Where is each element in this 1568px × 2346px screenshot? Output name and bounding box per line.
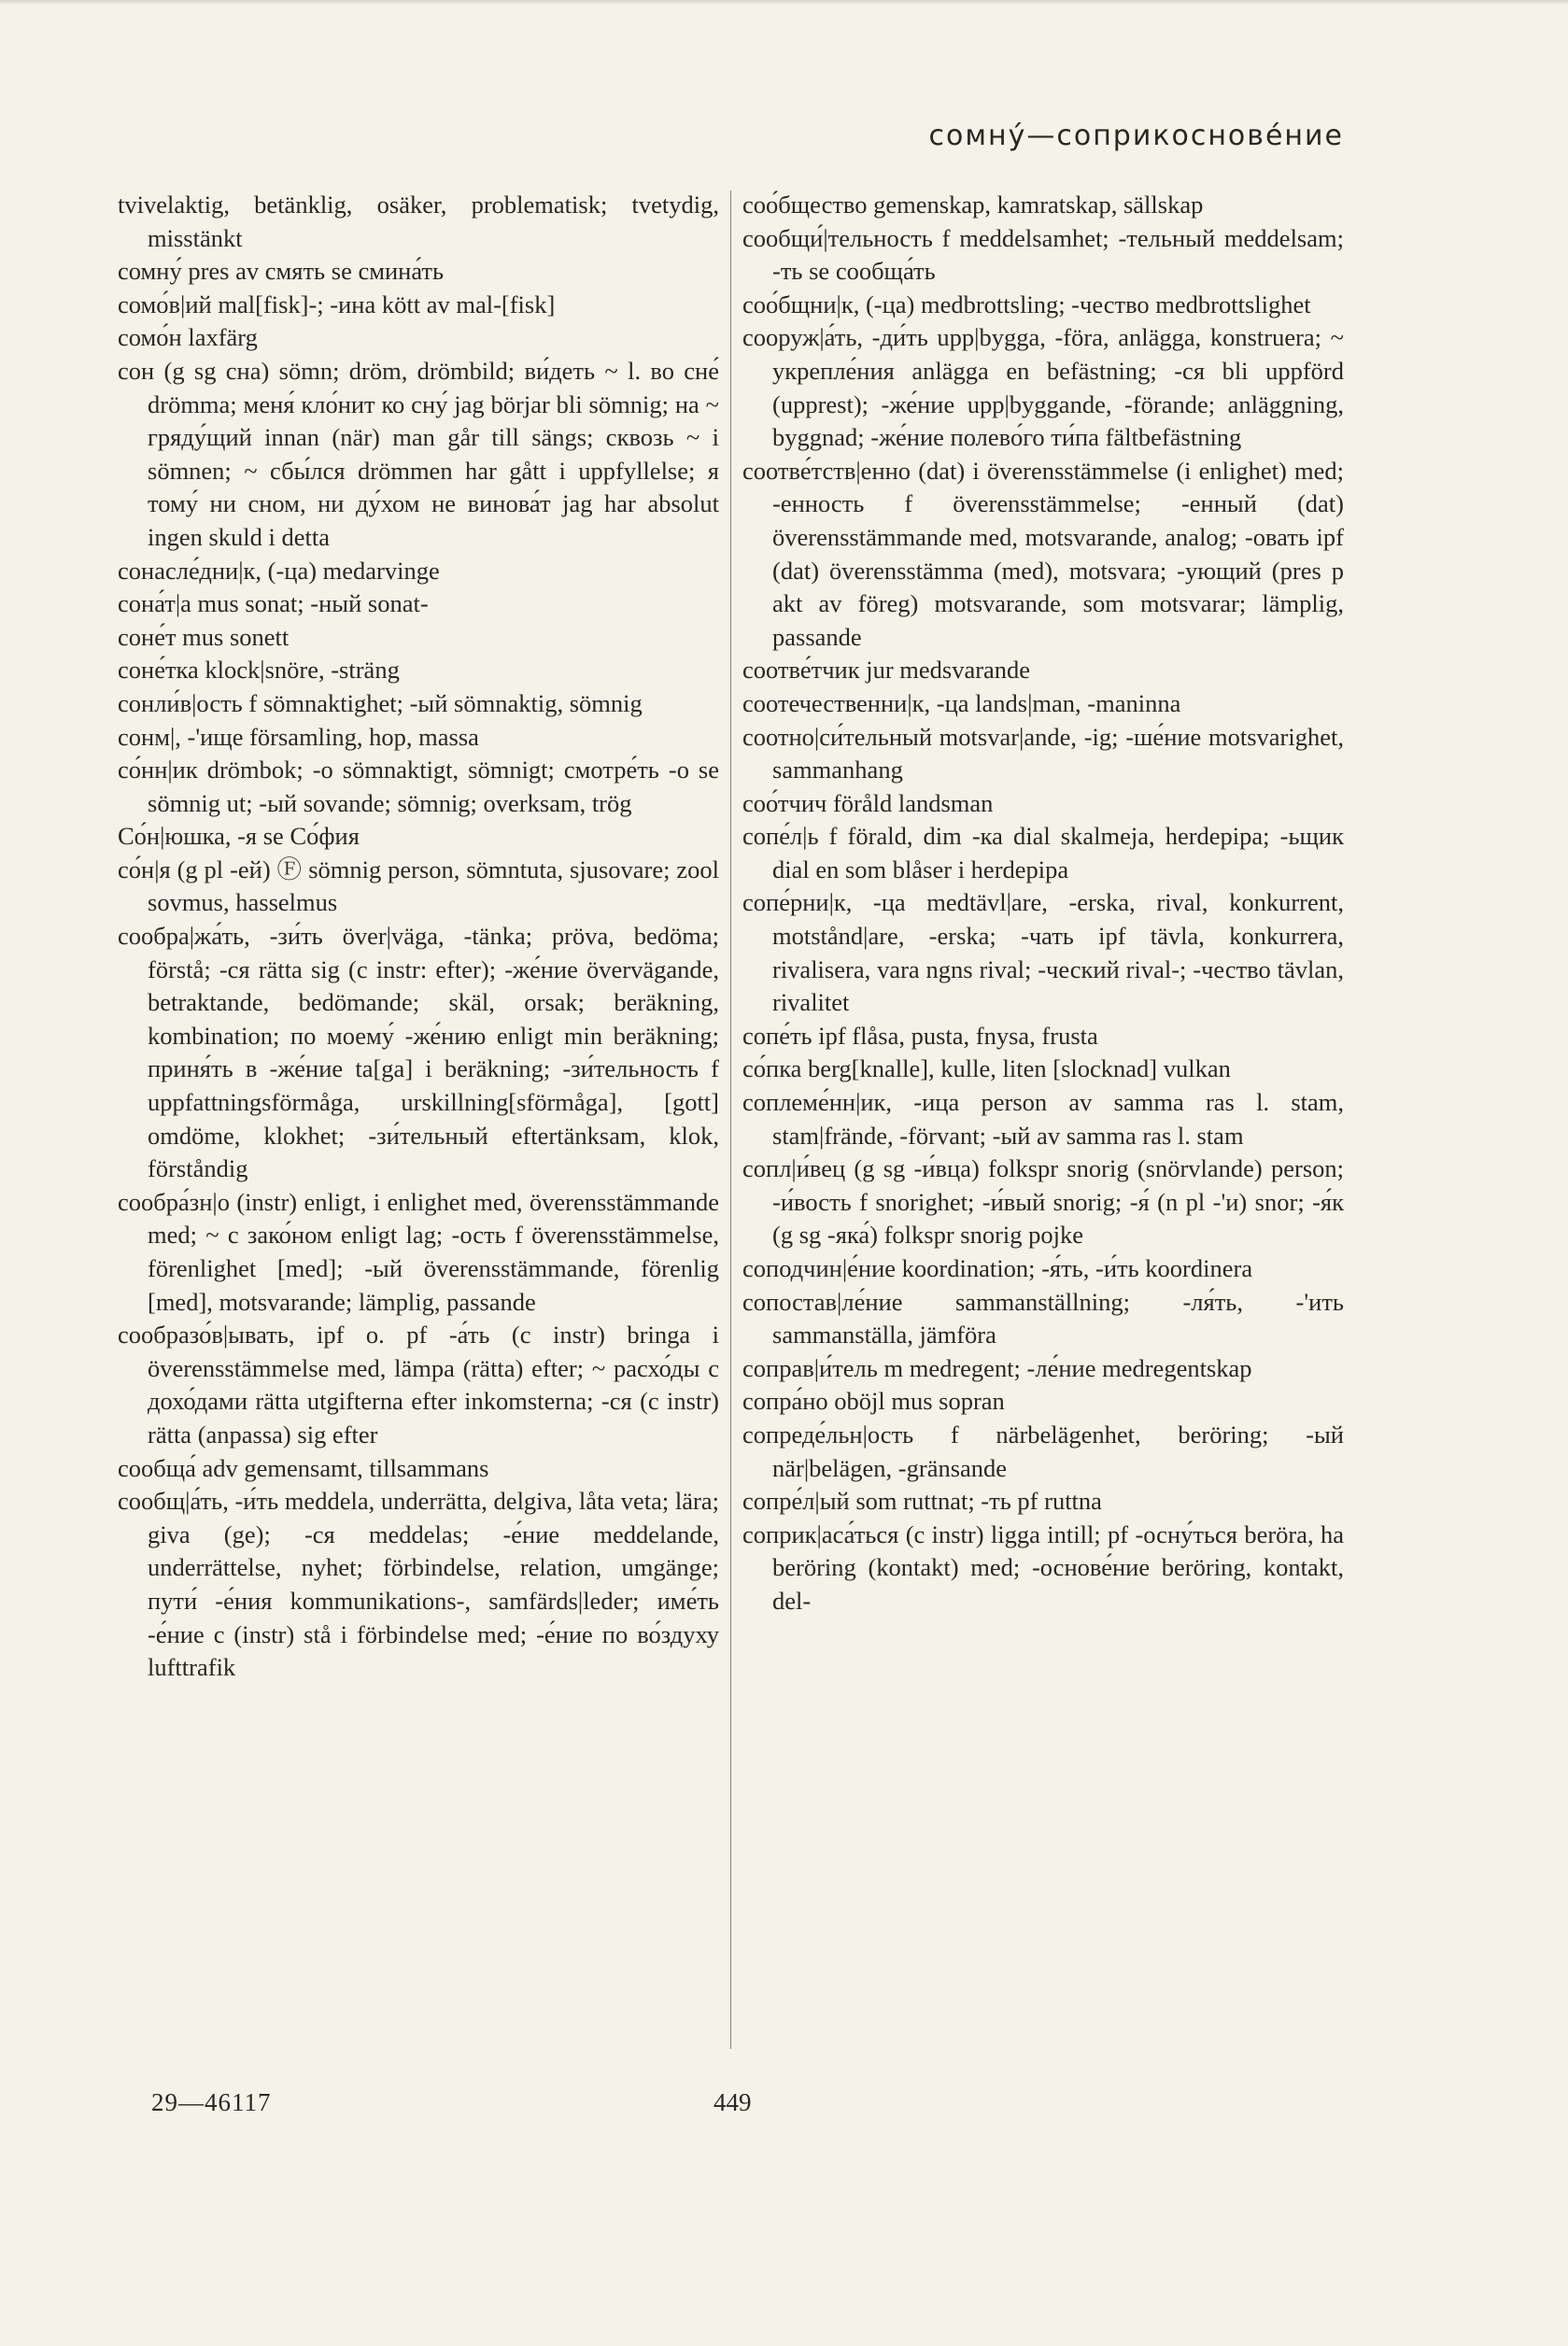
- dictionary-entry: сообра|жа́ть, -зи́ть över|väga, -tänka; pröva, bedöma; förstå; -ся rätta sig (c instr: efter); -же́ние övervägande, betraktande, bedömande; skäl, orsak; beräkning, kombination; по моему́ -же́нию enligt min beräkning; приня́ть в -же́ние ta[ga] i beräkning; -зи́тельность f uppfattningsförmåga, urskillning[sförmåga], [gott] omdöme, klokhet; -зи́тельный eftertänksam, klok, förståndig: [118, 922, 719, 1183]
- printer-signature: 29—46117: [151, 2088, 272, 2116]
- dictionary-entry: соплеме́нн|ик, -ица person av samma ras l. stam, stam|frände, -förvant; -ый av samma ras l. stam: [742, 1088, 1344, 1150]
- dictionary-entry: сомо́в|ий mal[fisk]-; -ина kött av mal-[fisk]: [118, 290, 556, 318]
- dictionary-entry: сопе́ть ipf flåsa, pusta, fnysa, frusta: [742, 1021, 1098, 1050]
- page-top-edge: [0, 0, 1568, 5]
- dictionary-entry: соо́бщество gemenskap, kamratskap, sällskap: [742, 191, 1204, 219]
- dictionary-entry: соподчин|е́ние koordination; -я́ть, -и́ть koordinera: [742, 1254, 1253, 1282]
- dictionary-entry: Со́н|юшка, -я se Со́фия: [118, 822, 360, 851]
- column-divider: [730, 191, 731, 2049]
- dictionary-entry: сообра́зн|о (instr) enligt, i enlighet med, överensstämmande med; ~ с зако́ном enligt lag; -ость f överensstämmelse, förenlighet [med]; -ый överensstämmande, förenlig [med], motsvarande; lämplig, passande: [118, 1187, 719, 1316]
- dictionary-entry: tvivelaktig, betänklig, osäker, problematisk; tvetydig, misstänkt: [118, 191, 719, 252]
- dictionary-entry: сомну́ pres av смять se смина́ть: [118, 257, 445, 286]
- dictionary-entry: сонасле́дни|к, (-ца) medarvinge: [118, 556, 440, 585]
- page-number: 449: [713, 2088, 752, 2116]
- dictionary-entry: сопл|и́вец (g sg -и́вца) folkspr snorig (snörvlande) person; -и́вость f snorighet; -и́вый snorig; -я́ (n pl -'и) snor; -я́к (g sg -яка́) folkspr snorig pojke: [742, 1154, 1344, 1250]
- dictionary-entry: соправ|и́тель m medregent; -ле́ние medregentskap: [742, 1353, 1252, 1382]
- dictionary-entry: соотве́тчик jur medsvarande: [742, 656, 1031, 685]
- dictionary-entry: сонли́в|ость f sömnaktighet; -ый sömnaktig, sömnig: [118, 688, 643, 717]
- dictionary-entry: соприк|аса́ться (c instr) ligga intill; pf -осну́ться beröra, ha beröring (kontakt) med; -основе́ние beröring, kontakt, del-: [742, 1519, 1344, 1615]
- dictionary-entry: сопе́рни|к, -ца medtävl|are, -erska, rival, konkurrent, motstånd|are, -erska; -чать ipf tävla, konkurrera, rivalisera, vara ngns rival; -ческий rival-; -чество tävlan, rivalitet: [742, 888, 1344, 1017]
- dictionary-entry: соо́тчич föråld landsman: [742, 788, 994, 817]
- dictionary-entry: со́н|я (g pl -ей) Ⓕ sömnig person, sömntuta, sjusovare; zool sovmus, hasselmus: [118, 855, 719, 917]
- dictionary-entry: сопе́л|ь f förald, dim -ка dial skalmeja, herdepipa; -ьщик dial en som blåser i herdepipa: [742, 822, 1344, 883]
- dictionary-entry: сопостав|ле́ние sammanställning; -ля́ть, -'ить sammanställa, jämföra: [742, 1287, 1344, 1350]
- dictionary-entry: сообщи́|тельность f meddelsamhet; -тельный meddelsam; -ть se сообща́ть: [742, 223, 1344, 286]
- dictionary-entry: сопра́но oböjl mus sopran: [742, 1387, 1005, 1416]
- dictionary-entry: сопреде́льн|ость f närbelägenhet, beröring; -ый när|belägen, -gränsande: [742, 1420, 1344, 1482]
- dictionary-entry: сомо́н laxfärg: [118, 323, 258, 352]
- dictionary-entry: со́нн|ик drömbok; -о sömnaktigt, sömnigt; смотре́ть -о se sömnig ut; -ый sovande; sömnig; overksam, trög: [118, 756, 719, 817]
- dictionary-entry: со́пка berg[knalle], kulle, liten [slocknad] vulkan: [742, 1054, 1231, 1083]
- dictionary-entry: сообща́ adv gemensamt, tillsammans: [118, 1453, 489, 1482]
- dictionary-entry: соотечественни|к, -ца lands|man, -maninna: [742, 688, 1181, 717]
- dictionary-entry: соне́т mus sonett: [118, 622, 290, 651]
- right-column: [742, 189, 1344, 1618]
- dictionary-entry: сон (g sg сна) sömn; dröm, drömbild; ви́деть ~ l. во сне́ drömma; меня́ кло́нит ко сну́ jag börjar bli sömnig; на ~ гряду́щий innan (när) man går till sängs; сквозь ~ i sömnen; ~ сбы́лся drömmen har gått i uppfyllelse; я тому́ ни сном, ни ду́хом не винова́т jag har absolut ingen skuld i detta: [118, 356, 719, 551]
- dictionary-entry: сопре́л|ый som ruttnat; -ть pf ruttna: [742, 1487, 1102, 1516]
- dictionary-entry: сообщ|а́ть, -и́ть meddela, underrätta, delgiva, låta veta; lära; giva (ge); -ся meddelas; -е́ние meddelande, underrättelse, nyhet; förbindelse, relation, umgänge; пути́ -е́ния kommunikations-, samfärds|leder; име́ть -е́ние с (instr) stå i förbindelse med; -е́ние по во́здуху lufttrafik: [118, 1487, 719, 1682]
- running-head: сомну́—соприкоснове́ние: [928, 120, 1344, 152]
- dictionary-entry: сонм|, -'ище församling, hop, massa: [118, 722, 479, 751]
- dictionary-entry: соне́тка klock|snöre, -sträng: [118, 656, 400, 685]
- dictionary-entry: сооруж|а́ть, -ди́ть upp|bygga, -föra, anlägga, konstruera; ~ укрепле́ния anlägga en befästning; -ся bli uppförd (upprest); -же́ние upp|byggande, -förande; anläggning, byggnad; -же́ние полево́го ти́па fältbefästning: [742, 323, 1344, 452]
- dictionary-entry: соотно|си́тельный motsvar|ande, -ig; -ше́ние motsvarighet, sammanhang: [742, 722, 1344, 784]
- dictionary-entry: соотве́тств|енно (dat) i överensstämmelse (i enlighet) med; -енность f överensstämmelse; -енный (dat) överensstämmande med, motsvarande, analog; -овать ipf (dat) överensstämma (med), motsvara; -ующий (pres p akt av föreg) motsvarande, som motsvarar; lämplig, passande: [742, 456, 1344, 651]
- left-column: [118, 189, 719, 1685]
- dictionary-entry: соо́бщни|к, (-ца) medbrottsling; -чество medbrottslighet: [742, 290, 1311, 318]
- dictionary-entry: сона́т|а mus sonat; -ный sonat-: [118, 589, 429, 618]
- dictionary-entry: сообразо́в|ывать, ipf o. pf -а́ть (c instr) bringa i överensstämmelse med, lämpa (rätta) efter; ~ расхо́ды с дохо́дами rätta utgifterna efter inkomsterna; -ся (c instr) rätta (anpassa) sig efter: [118, 1321, 719, 1449]
